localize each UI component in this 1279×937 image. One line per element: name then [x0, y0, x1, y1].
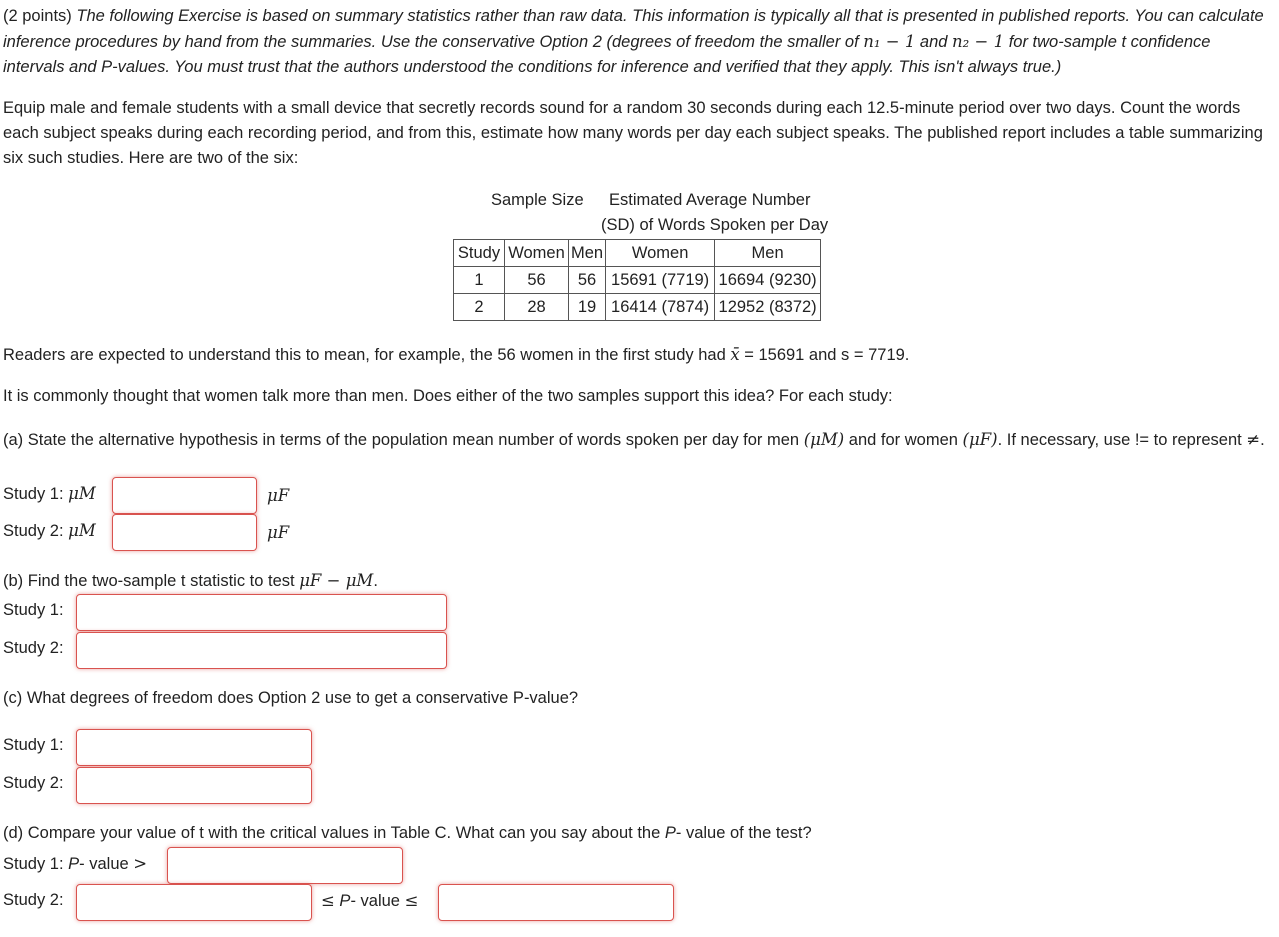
study2-label: Study 2:: [3, 522, 64, 540]
part-a-text-2: and for women: [848, 431, 958, 449]
table-cell: 56: [505, 267, 569, 294]
mu-f-symbol: (μF): [962, 430, 998, 449]
table-head-sample-size: Sample Size: [491, 191, 584, 209]
table-cell: 19: [569, 294, 606, 321]
table-col-header: Women: [505, 240, 569, 267]
greater-than-symbol: >: [133, 854, 148, 873]
table-head-estimated-line1: Estimated Average Number: [609, 191, 811, 209]
n1-expression: n₁ − 1: [863, 32, 916, 51]
table-head-estimated-line2: (SD) of Words Spoken per Day: [601, 216, 829, 234]
table-header-row: [454, 240, 821, 267]
part-a-study2-input[interactable]: [112, 514, 257, 551]
table-col-header: Women: [606, 240, 715, 267]
table-row: [454, 267, 821, 294]
summary-table: [453, 239, 821, 321]
part-a-text-3: . If necessary, use != to represent: [997, 431, 1242, 449]
part-b-study2-label: Study 2:: [3, 639, 64, 657]
readers-before: Readers are expected to understand this to mean, for example, the 56 women in the first study had: [3, 346, 726, 364]
part-a-text-1: (a) State the alternative hypothesis in terms of the population mean number of words spoken per day for men: [3, 431, 800, 449]
part-d-prompt: [3, 824, 812, 843]
part-b-study1-input[interactable]: [76, 594, 447, 631]
table-cell: 1: [454, 267, 505, 294]
part-a-study1-label: [3, 484, 96, 504]
p-letter: P: [339, 892, 351, 910]
p-value-range-label: [321, 891, 418, 911]
points-label: (2 points): [3, 7, 72, 25]
part-d-study2-lower-input[interactable]: [76, 884, 312, 921]
part-c-study2-input[interactable]: [76, 767, 312, 804]
table-cell: 28: [505, 294, 569, 321]
n2-expression: n₂ − 1: [952, 32, 1005, 51]
mu-m-symbol: μM: [68, 521, 96, 540]
part-d-study1-input[interactable]: [167, 847, 403, 884]
part-c-study2-label: Study 2:: [3, 774, 64, 792]
table-cell: 16414 (7874): [606, 294, 715, 321]
part-a-dot: .: [1260, 431, 1265, 449]
table-col-header: Men: [715, 240, 821, 267]
table-col-header: Men: [569, 240, 606, 267]
table-row: [454, 294, 821, 321]
mu-m-symbol: (μM): [803, 430, 845, 449]
part-b-prompt: [3, 571, 378, 591]
part-a-prompt: [3, 427, 1275, 453]
table-cell: 12952 (8372): [715, 294, 821, 321]
xbar-symbol: x̄: [730, 345, 740, 364]
less-equal-symbol: ≤: [404, 891, 419, 910]
mu-m-symbol: μM: [68, 484, 96, 503]
mu-difference-expression: μF − μM: [299, 571, 374, 590]
table-cell: 2: [454, 294, 505, 321]
p-letter: P: [68, 855, 80, 873]
part-a-study2-label: [3, 521, 96, 541]
part-d-text-1: (d) Compare your value of t with the critical values in Table C. What can you say about the: [3, 824, 661, 842]
p-letter: P: [664, 824, 676, 842]
readers-paragraph: [3, 342, 1275, 368]
less-equal-symbol: ≤: [321, 891, 335, 910]
part-d-study1-label: [3, 854, 147, 874]
part-b-study2-input[interactable]: [76, 632, 447, 669]
intro-text-2: for two-sample t confidence intervals and P-values. You must trust that the authors understood the conditions for inference and verified that they apply. This isn't always true.): [3, 33, 1211, 76]
table-cell: 15691 (7719): [606, 267, 715, 294]
part-b-dot: .: [373, 572, 378, 590]
intro-and: and: [919, 33, 948, 51]
part-b-text: (b) Find the two-sample t statistic to test: [3, 572, 295, 590]
mu-f-symbol: μF: [267, 523, 290, 542]
part-a-study1-input[interactable]: [112, 477, 257, 514]
intro-text-1: The following Exercise is based on summary statistics rather than raw data. This information is typically all that is presented in published reports. You can calculate inference procedures by hand from the summaries. Use the conservative Option 2 (degrees of freedom the smaller of: [3, 7, 1264, 51]
part-c-study1-label: Study 1:: [3, 736, 64, 754]
intro-paragraph: [3, 4, 1275, 80]
table-cell: 16694 (9230): [715, 267, 821, 294]
common-paragraph: It is commonly thought that women talk more than men. Does either of the two samples support this idea? For each study:: [3, 387, 893, 405]
mu-f-symbol: μF: [267, 486, 290, 505]
readers-after: = 15691 and s = 7719.: [744, 346, 910, 364]
part-c-prompt: (c) What degrees of freedom does Option 2 use to get a conservative P-value?: [3, 689, 579, 707]
part-d-study2-label: Study 2:: [3, 891, 64, 909]
part-c-study1-input[interactable]: [76, 729, 312, 766]
part-d-text-2: - value of the test?: [675, 824, 812, 842]
p-value-label: - value: [350, 892, 400, 910]
scenario-paragraph: Equip male and female students with a small device that secretly records sound for a random 30 seconds during each 12.5-minute period over two days. Count the words each subject speaks during each recording period, and from this, estimate how many words per day each subject speaks. The published report includes a table summarizing six such studies. Here are two of the six:: [3, 99, 1263, 167]
table-cell: 56: [569, 267, 606, 294]
part-b-study1-label: Study 1:: [3, 601, 64, 619]
table-col-header: Study: [454, 240, 505, 267]
p-value-label: - value: [79, 855, 129, 873]
study1-label: Study 1:: [3, 485, 64, 503]
not-equal-symbol: ≠: [1246, 430, 1261, 449]
study1-label: Study 1:: [3, 855, 64, 873]
part-d-study2-upper-input[interactable]: [438, 884, 674, 921]
